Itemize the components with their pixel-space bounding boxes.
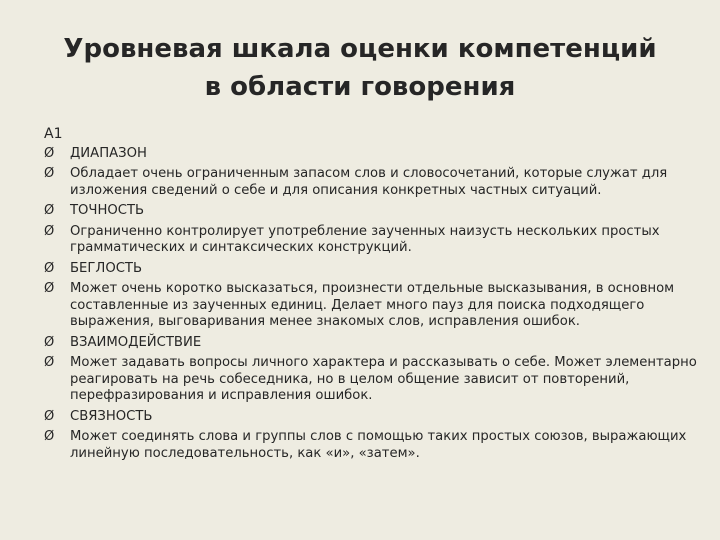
arrow-bullet-icon: Ø — [44, 428, 55, 444]
list-item-coherence-description — [44, 429, 700, 462]
list-item-text: Может соединять слова и группы слов с помощью таких простых союзов, выражающих линейную последовательность, как «и», «затем». — [70, 428, 687, 461]
arrow-bullet-icon: Ø — [44, 203, 55, 219]
list-item-fluency-heading — [44, 261, 700, 278]
list-item-text: Может очень коротко высказаться, произнести отдельные высказывания, в основном составленные из заученных единиц. Делает много пауз для поиска подходящего выражения, выговаривания менее знакомых слов, исправления ошибок. — [70, 280, 675, 330]
list-item-interaction-description — [44, 355, 700, 405]
level-label: А1 — [44, 126, 63, 142]
list-item-coherence-heading — [44, 409, 700, 426]
arrow-bullet-icon: Ø — [44, 223, 55, 239]
slide-title — [40, 30, 680, 106]
list-item-text: Обладает очень ограниченным запасом слов и словосочетаний, которые служат для изложения сведений о себе и для описания конкретных частных ситуаций. — [70, 166, 668, 198]
list-item-text: ТОЧНОСТЬ — [70, 203, 145, 219]
title-line-1: Уровневая шкала оценки компетенций — [63, 34, 657, 64]
arrow-bullet-icon: Ø — [44, 146, 55, 161]
arrow-bullet-icon: Ø — [44, 280, 55, 296]
list-item-fluency-description — [44, 281, 700, 331]
list-item-text: Может задавать вопросы личного характера и рассказывать о себе. Может элементарно реагировать на речь собеседника, но в целом общение зависит от повторений, перефразирования и исправления ошибок. — [70, 354, 697, 404]
list-item-text: Ограниченно контролирует употребление заученных наизусть нескольких простых грамматических и синтаксических конструкций. — [70, 223, 660, 256]
title-line-2: в области говорения — [204, 72, 516, 102]
arrow-bullet-icon: Ø — [44, 408, 55, 424]
arrow-bullet-icon: Ø — [44, 260, 55, 276]
arrow-bullet-icon: Ø — [44, 166, 55, 182]
list-item-interaction-heading — [44, 335, 700, 352]
list-item-text: СВЯЗНОСТЬ — [70, 408, 153, 424]
arrow-bullet-icon: Ø — [44, 334, 55, 350]
list-item-range-description — [44, 166, 700, 199]
list-item-range-heading — [44, 146, 700, 163]
list-item-accuracy-heading — [44, 203, 700, 220]
list-item-text: ВЗАИМОДЕЙСТВИЕ — [70, 334, 202, 350]
list-item-text: ДИАПАЗОН — [70, 146, 147, 161]
list-item-accuracy-description — [44, 224, 700, 257]
competence-list — [44, 146, 700, 466]
arrow-bullet-icon: Ø — [44, 354, 55, 370]
list-item-text: БЕГЛОСТЬ — [70, 260, 143, 276]
